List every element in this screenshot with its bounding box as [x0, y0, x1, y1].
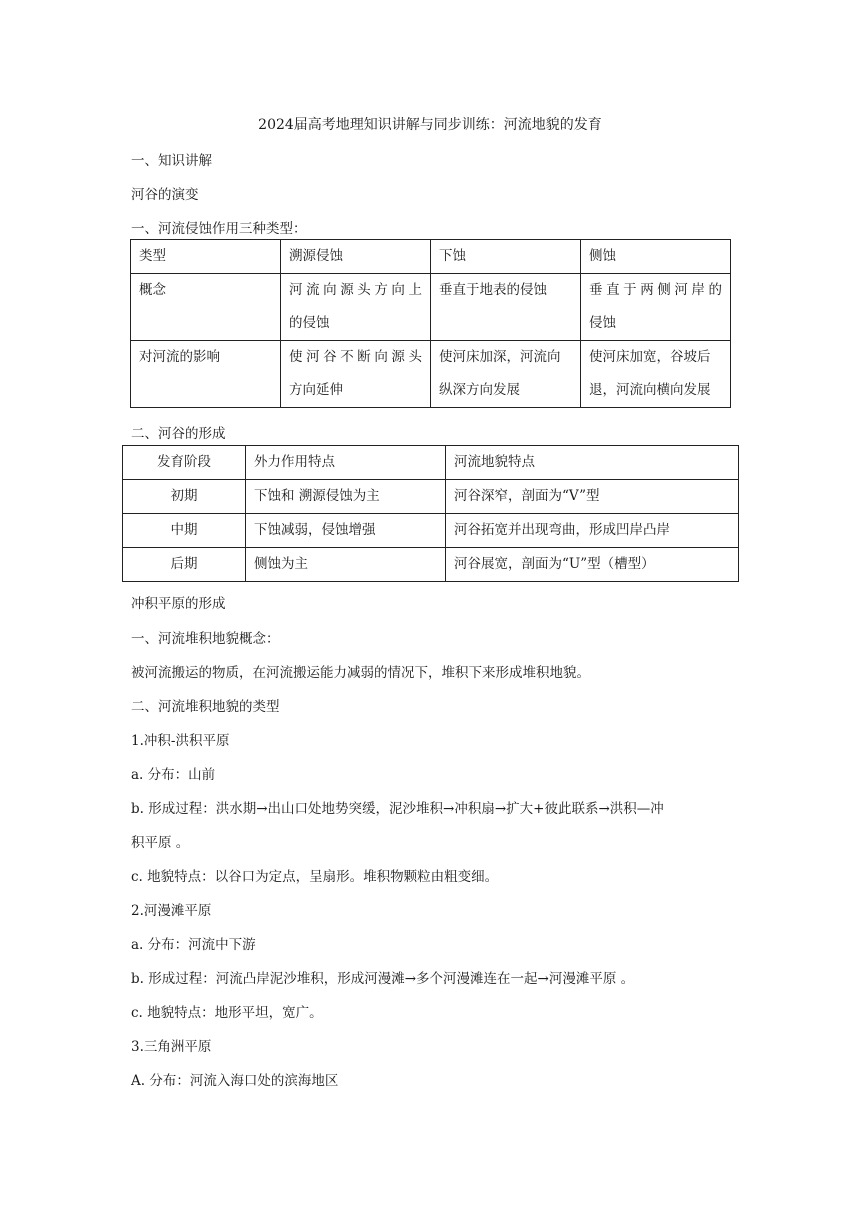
table-header-cell: 发育阶段: [123, 446, 246, 480]
table-cell: 使河谷不断向源头 方向延伸: [281, 341, 431, 408]
paragraph-text: c. 地貌特点：地形平坦，宽广。: [131, 1005, 323, 1021]
table-cell: 中期: [123, 514, 246, 548]
section-knowledge: 一、知识讲解: [131, 153, 212, 169]
table-header-cell: 河流地貌特点: [446, 446, 739, 480]
table-cell: 对河流的影响: [131, 341, 281, 408]
table-cell: 垂直于两侧河岸的 侵蚀: [581, 274, 731, 341]
heading-valley-formation: 二、河谷的形成: [131, 426, 226, 442]
heading-deposition-concept: 一、河流堆积地貌概念：: [131, 631, 280, 647]
paragraph-text: b. 形成过程：洪水期→出山口处地势突缓，泥沙堆积→冲积扇→扩大+彼此联系→洪积—冲: [131, 801, 664, 817]
table-row: [123, 480, 739, 514]
table-cell: 后期: [123, 548, 246, 582]
table-cell: 河谷拓宽并出现弯曲，形成凹岸凸岸: [446, 514, 739, 548]
table-cell: 河谷展宽，剖面为“U”型（槽型）: [446, 548, 739, 582]
topic-valley-evolution: 河谷的演变: [131, 187, 199, 203]
paragraph-text: c. 地貌特点：以谷口为定点，呈扇形。堆积物颗粒由粗变细。: [131, 869, 499, 885]
table-header-cell: 类型: [131, 240, 281, 274]
table-cell: 垂直于地表的侵蚀: [431, 274, 581, 341]
table-row: [123, 446, 739, 480]
table-row: [131, 240, 731, 274]
heading-deposition-types: 二、河流堆积地貌的类型: [131, 699, 280, 715]
topic-alluvial-plain: 冲积平原的形成: [131, 596, 226, 612]
table-cell: 使河床加深，河流向 纵深方向发展: [431, 341, 581, 408]
subheading-delta: 3.三角洲平原: [131, 1039, 212, 1055]
document-title: 2024届高考地理知识讲解与同步训练：河流地貌的发育: [258, 117, 602, 133]
paragraph-text: a. 分布：河流中下游: [131, 937, 256, 953]
table-cell: 侧蚀为主: [246, 548, 446, 582]
subheading-alluvial-fan: 1.冲积-洪积平原: [131, 733, 230, 749]
table-row: [131, 274, 731, 341]
table-row: [123, 548, 739, 582]
erosion-types-table: [130, 239, 731, 408]
table-cell: 下蚀和 溯源侵蚀为主: [246, 480, 446, 514]
table-cell: 下蚀减弱，侵蚀增强: [246, 514, 446, 548]
table-cell: 初期: [123, 480, 246, 514]
table-row: [123, 514, 739, 548]
paragraph-text: A. 分布：河流入海口处的滨海地区: [131, 1073, 339, 1089]
valley-formation-table: [122, 445, 739, 582]
heading-erosion-types: 一、河流侵蚀作用三种类型：: [131, 221, 307, 237]
subheading-floodplain: 2.河漫滩平原: [131, 903, 212, 919]
table-cell: 河谷深窄，剖面为“V”型: [446, 480, 739, 514]
table-cell: 使河床加宽，谷坡后 退，河流向横向发展: [581, 341, 731, 408]
paragraph-text: 被河流搬运的物质，在河流搬运能力减弱的情况下，堆积下来形成堆积地貌。: [131, 665, 590, 681]
table-header-cell: 溯源侵蚀: [281, 240, 431, 274]
table-header-cell: 下蚀: [431, 240, 581, 274]
table-header-cell: 外力作用特点: [246, 446, 446, 480]
table-header-cell: 侧蚀: [581, 240, 731, 274]
table-cell: 概念: [131, 274, 281, 341]
paragraph-text: 积平原 。: [131, 835, 190, 851]
paragraph-text: b. 形成过程：河流凸岸泥沙堆积，形成河漫滩→多个河漫滩连在一起→河漫滩平原 。: [131, 971, 635, 987]
table-row: [131, 341, 731, 408]
table-cell: 河流向源头方向上 的侵蚀: [281, 274, 431, 341]
paragraph-text: a. 分布：山前: [131, 767, 216, 783]
